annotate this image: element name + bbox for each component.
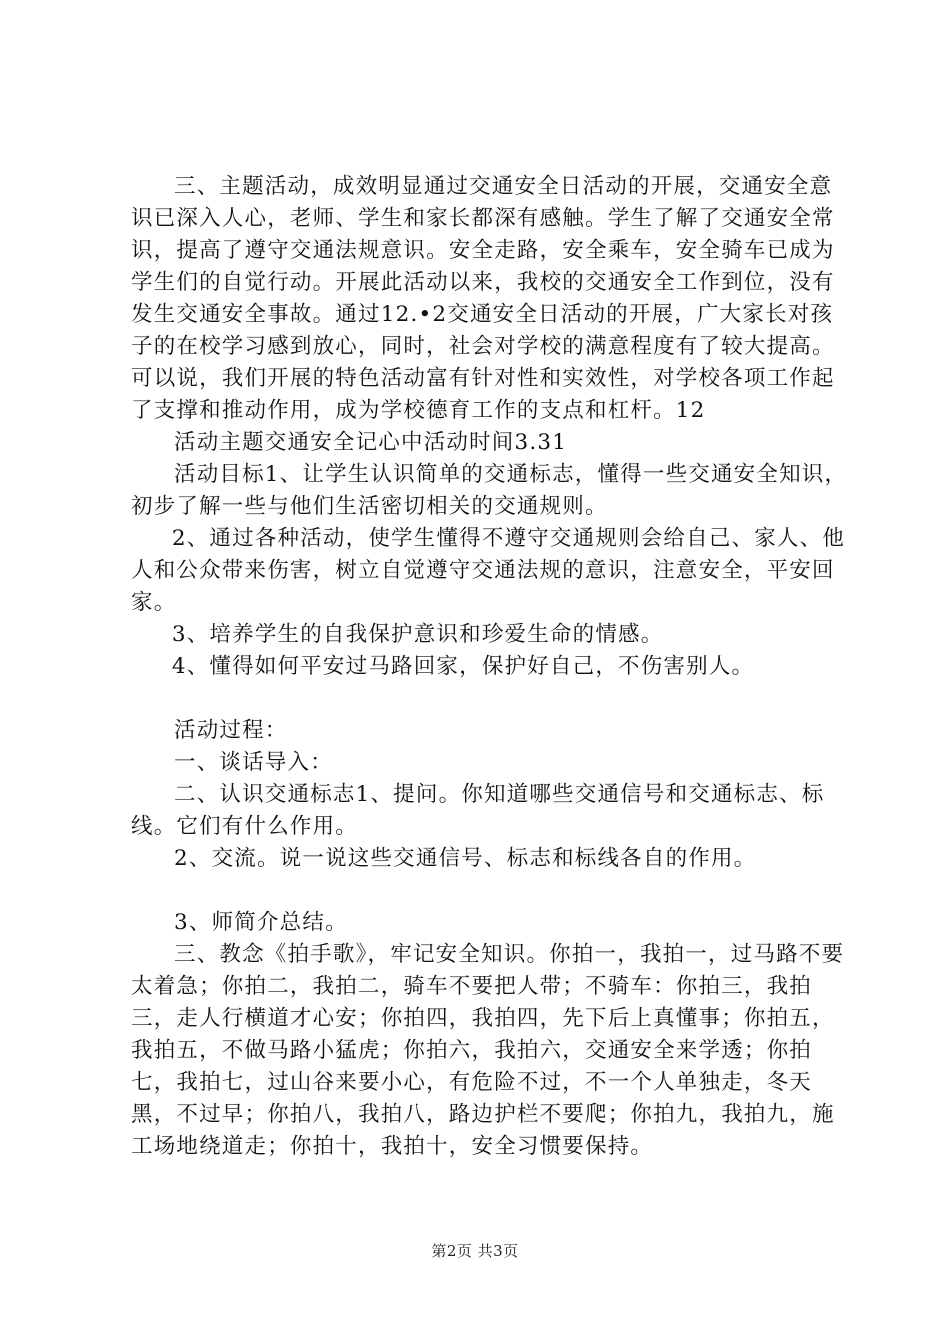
paragraph-gap xyxy=(131,875,851,907)
paragraph-step-3-clapping-song: 三、教念《拍手歌》，牢记安全知识。你拍一，我拍一，过马路不要太着急；你拍二，我拍二，骑车不要把人带；不骑车：你拍三，我拍三，走人行横道才心安；你拍四，我拍四，先下后上真懂事；你拍五，我拍五，不做马路小猛虎；你拍六，我拍六，交通安全来学透；你拍七，我拍七，过山谷来要小心，有危险不过，不一个人单独走，冬天黑，不过早；你拍八，我拍八，路边护栏不要爬；你拍九，我拍九，施工场地绕道走；你拍十，我拍十，安全习惯要保持。 xyxy=(131,942,845,1159)
paragraph-gap xyxy=(131,683,851,715)
paragraph-step-2: 二、认识交通标志1、提问。你知道哪些交通信号和交通标志、标线。它们有什么作用。 xyxy=(131,782,825,839)
paragraph-step-2-summary: 3、师简介总结。 xyxy=(174,910,348,935)
paragraph-process-heading: 活动过程： xyxy=(174,718,288,743)
paragraph-step-2-exchange: 2、交流。说一说这些交通信号、标志和标线各自的作用。 xyxy=(174,846,757,871)
document-body xyxy=(131,171,851,1163)
paragraph-activity-goal-2: 2、通过各种活动，使学生懂得不遵守交通规则会给自己、家人、他人和公众带来伤害，树立自觉遵守交通法规的意识，注意安全，平安回家。 xyxy=(131,526,846,615)
page-number-footer: 第2页 共3页 xyxy=(431,1242,519,1260)
paragraph-step-1: 一、谈话导入： xyxy=(174,750,333,775)
paragraph-activity-goal-1: 活动目标1、让学生认识简单的交通标志，懂得一些交通安全知识，初步了解一些与他们生活密切相关的交通规则。 xyxy=(131,462,848,519)
paragraph-activity-theme: 活动主题交通安全记心中活动时间3.31 xyxy=(174,430,568,455)
paragraph-activity-goal-4: 4、懂得如何平安过马路回家，保护好自己，不伤害别人。 xyxy=(171,654,755,679)
paragraph-activity-goal-3: 3、培养学生的自我保护意识和珍爱生命的情感。 xyxy=(171,622,664,647)
paragraph-theme-results: 三、主题活动，成效明显通过交通安全日活动的开展，交通安全意识已深入人心，老师、学生和家长都深有感触。学生了解了交通安全常识，提高了遵守交通法规意识。安全走路，安全乘车，安全骑车已成为学生们的自觉行动。开展此活动以来，我校的交通安全工作到位，没有发生交通安全事故。通过12.•2交通安全日活动的开展，广大家长对孩子的在校学习感到放心，同时，社会对学校的满意程度有了较大提高。可以说，我们开展的特色活动富有针对性和实效性，对学校各项工作起了支撑和推动作用，成为学校德育工作的支点和杠杆。12 xyxy=(131,174,835,423)
